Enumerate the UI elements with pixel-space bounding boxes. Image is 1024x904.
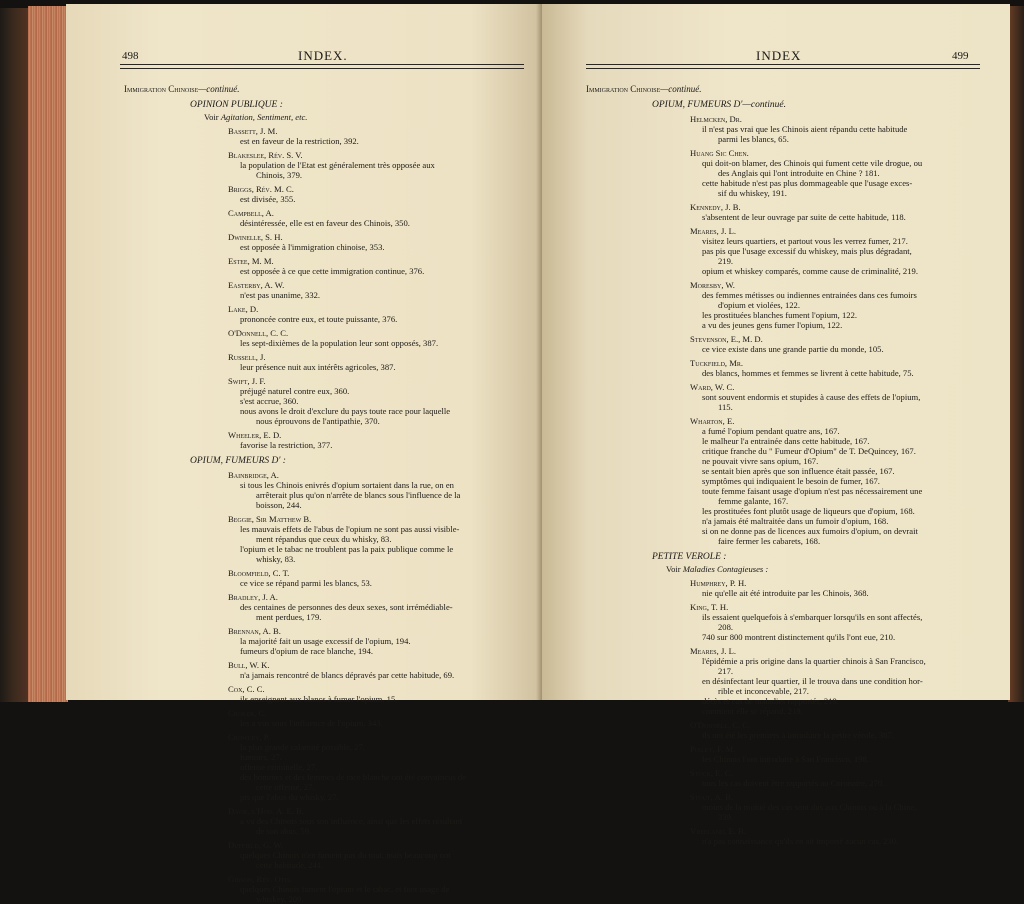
index-entry-continuation: faire fermer les cabarets, 168. <box>718 536 821 546</box>
index-entry-line: a vu des jeunes gens fumer l'opium, 122. <box>702 320 843 330</box>
index-entry-name: Davie, l'Hon. A. E. B. <box>228 806 304 816</box>
index-entry-line: fumeurs d'opium de race blanche, 194. <box>240 646 374 656</box>
index-entry-line: nie qu'elle ait été introduite par les Chinois, 368. <box>702 588 869 598</box>
page-edges <box>28 6 68 702</box>
index-entry-name: O'Donnell, C. C. <box>228 328 289 338</box>
index-entry-name: Wheeler, E. D. <box>228 430 282 440</box>
see-also-label: Voir <box>204 112 219 122</box>
index-entry-line: fumoirs, 27. <box>240 752 282 762</box>
index-entry-line: si on ne donne pas de licences aux fumoirs d'opium, on devrait <box>702 526 918 536</box>
section-heading: Immigration Chinoise—continué. <box>124 84 240 94</box>
index-entry-name: Vreeland, E. B. <box>690 826 746 836</box>
index-entry-line: les Chinois l'ont introduite à San Francisco, 198. <box>702 754 869 764</box>
index-entry-continuation: sif du whiskey, 191. <box>718 188 787 198</box>
index-entry-continuation: nous éprouvons de l'antipathie, 370. <box>256 416 380 426</box>
index-entry-continuation: 219. <box>718 256 734 266</box>
index-entry-line: toute femme faisant usage d'opium n'est pas nécessairement une <box>702 486 923 496</box>
index-entry-line: s'est accrue, 360. <box>240 396 299 406</box>
index-entry-continuation: d'opium et violées, 122. <box>718 300 800 310</box>
index-entry-name: Easterby, A. W. <box>228 280 285 290</box>
index-entry-line: prononcée contre eux, et toute puissante, 376. <box>240 314 398 324</box>
index-entry-name: Meares, J. L. <box>690 226 736 236</box>
index-entry-continuation: 208. <box>718 622 734 632</box>
index-entry-line: est opposée à l'immigration chinoise, 353. <box>240 242 385 252</box>
see-also <box>124 112 534 122</box>
index-entry-line: ils enseignent aux blancs à fumer l'opium, 15. <box>240 694 398 704</box>
index-entry-name: Wharton, E. <box>690 416 735 426</box>
index-entry-line: s'absentent de leur ouvrage par suite de cette habitude, 118. <box>702 212 906 222</box>
index-entry-line: n'a jamais rencontré de blancs dépravés par cette habitude, 69. <box>240 670 455 680</box>
index-column <box>586 84 996 846</box>
index-entry-name: Bloomfield, C. T. <box>228 568 290 578</box>
index-entry-continuation: whisky, 83. <box>256 554 296 564</box>
index-entry-continuation: whiskey, 209. <box>256 894 304 904</box>
index-entry-line: ce vice existe dans une grande partie du monde, 105. <box>702 344 884 354</box>
index-entry-line: est divisée, 355. <box>240 194 296 204</box>
index-subsections <box>124 100 534 904</box>
index-entry-line: favorise la restriction, 377. <box>240 440 333 450</box>
running-head: INDEX. <box>298 48 348 63</box>
index-entry-line: décès et cas de maladies rapportés, 219. <box>702 696 839 706</box>
index-entry-name: Gibson, Rév. Otis. <box>228 874 292 884</box>
index-entry-name: Campbell, A. <box>228 208 274 218</box>
index-entry-continuation: arrêterait plus qu'on n'arrête de blancs sous l'influence de la <box>256 490 461 500</box>
index-entry-name: Duffield, G. W. <box>228 840 283 850</box>
index-entry-line: qui doit-on blamer, des Chinois qui fument cette vile drogue, ou <box>702 158 923 168</box>
index-entry-line: les prostituées font plutôt usage de liqueurs que d'opium, 168. <box>702 506 915 516</box>
index-subsections <box>586 100 996 846</box>
index-entry-line: ils essaient quelquefois à s'embarquer lorsqu'ils en sont affectés, <box>702 612 923 622</box>
index-entry-continuation: cette offense, 27. <box>256 782 315 792</box>
left-page <box>66 4 542 904</box>
see-also-target: Maladies Contagieuses : <box>682 564 769 574</box>
index-entry-line: n'est pas unanime, 332. <box>240 290 321 300</box>
index-entry-line: a vu des Chinois sous son influence, ainsi que les effets résultant <box>240 816 463 826</box>
header-rule <box>120 64 524 69</box>
index-entry-name: O'Donnell, C. C. <box>690 720 751 730</box>
index-entry-line: des hommes et des femmes de race blanche ont été convaincus de <box>240 772 466 782</box>
index-entry-line: cette habitude n'est pas plus dommageable que l'usage exces- <box>702 178 913 188</box>
index-entry-name: Stock, E. C. <box>690 768 733 778</box>
index-entry-name: King, T. H. <box>690 602 729 612</box>
index-entry-name: Dwinelle, S. H. <box>228 232 283 242</box>
index-entry-continuation: ment répandus que ceux du whisky, 83. <box>256 534 392 544</box>
index-entry-line: les mauvais effets de l'abus de l'opium ne sont pas aussi visible- <box>240 524 460 534</box>
subsection-heading: OPINION PUBLIQUE : <box>190 100 283 110</box>
index-entry-line: sont souvent endormis et stupides à cause des effets de l'opium, <box>702 392 921 402</box>
section-heading: Immigration Chinoise—continué. <box>586 84 702 94</box>
index-entry-line: pis que l'abus du whisky, 27. <box>240 792 339 802</box>
index-entry-line: ce vice se répand parmi les blancs, 53. <box>240 578 372 588</box>
index-entry-continuation: de son abus, 59. <box>256 826 312 836</box>
index-entry-name: Briggs, Rév. M. C. <box>228 184 294 194</box>
index-entry-name: Helmcken, Dr. <box>690 114 742 124</box>
index-entry-line: visitez leurs quartiers, et partout vous les verrez fumer, 217. <box>702 236 908 246</box>
index-entry-line: leur présence nuit aux intérêts agricoles, 387. <box>240 362 396 372</box>
subsection-heading: OPIUM, FUMEURS D'—continué. <box>652 100 786 110</box>
index-entry-name: Beggie, Sir Matthew B. <box>228 514 312 524</box>
index-entry-name: Stevenson, E., M. D. <box>690 334 763 344</box>
index-entry-line: se sentait bien après que son influence était passée, 167. <box>702 466 895 476</box>
index-entry-continuation: parmi les blancs, 65. <box>718 134 789 144</box>
see-also-target: Agitation, Sentiment, etc. <box>220 112 308 122</box>
index-entry-line: n'a jamais été maltraitée dans un fumoir d'opium, 168. <box>702 516 889 526</box>
index-entry-name: Kennedy, J. B. <box>690 202 741 212</box>
index-entry-line: si tous les Chinois enivrés d'opium sortaient dans la rue, on en <box>240 480 454 490</box>
header-rule <box>586 64 980 69</box>
subsection-heading: OPIUM, FUMEURS D' : <box>190 456 286 466</box>
index-entry-line: quelques Chinois fument l'opium et le tabac, et font usage de <box>240 884 450 894</box>
index-entry-name: Blakeslee, Rév. S. V. <box>228 150 303 160</box>
index-entry-continuation: cette habitude, 241. <box>256 860 324 870</box>
index-entry-line: des centaines de personnes des deux sexes, sont irrémédiable- <box>240 602 453 612</box>
index-entry-continuation: 339. <box>718 812 734 822</box>
see-also-label: Voir <box>666 564 681 574</box>
index-entry-name: Huang Sic Chen. <box>690 148 749 158</box>
index-entry-line: les sept-dixièmes de la population leur sont opposés, 387. <box>240 338 439 348</box>
index-entry-line: opium et whiskey comparés, comme cause de criminalité, 219. <box>702 266 918 276</box>
index-entry-line: la population de l'Etat est généralement très opposée aux <box>240 160 435 170</box>
index-entry-line: 740 sur 800 montrent distinctement qu'ils l'ont eue, 210. <box>702 632 896 642</box>
index-column <box>124 84 534 904</box>
right-page <box>542 4 1010 846</box>
index-entry-line: a fumé l'opium pendant quatre ans, 167. <box>702 426 840 436</box>
index-entry-line: désintéressée, elle est en faveur des Chinois, 350. <box>240 218 410 228</box>
index-entry-line: comment elle se répand, 219. <box>702 706 803 716</box>
index-entry-line: les prostituées blanches fument l'opium, 122. <box>702 310 858 320</box>
index-entry-continuation: femme galante, 167. <box>718 496 789 506</box>
index-entry-line: il n'est pas vrai que les Chinois aient répandu cette habitude <box>702 124 908 134</box>
index-entry-line: des femmes métisses ou indiennes entrainées dans ces fumoirs <box>702 290 917 300</box>
index-entry-line: en désinfectant leur quartier, il le trouva dans une condition hor- <box>702 676 923 686</box>
see-also <box>586 564 996 574</box>
index-entry-line: l'épidémie a pris origine dans la quartier chinois à San Francisco, <box>702 656 926 666</box>
index-entry-name: Bull, W. K. <box>228 660 270 670</box>
index-entry-continuation: 217. <box>718 666 734 676</box>
index-entry-name: Tuckfield, Mr. <box>690 358 744 368</box>
index-entry-name: Crowley, P. <box>228 732 270 742</box>
index-entry-line: des blancs, hommes et femmes se livrent à cette habitude, 75. <box>702 368 914 378</box>
index-entry-name: Stout, A. B. <box>690 792 733 802</box>
index-entry-line: nous avons le droit d'exclure du pays toute race pour laquelle <box>240 406 451 416</box>
index-entry-line: ils ont été les premiers à introduire la petite vérole, 387. <box>702 730 894 740</box>
index-entry-name: Swift, J. F. <box>228 376 266 386</box>
index-entry-continuation: boisson, 244. <box>256 500 302 510</box>
index-entry-continuation: 115. <box>718 402 733 412</box>
index-entry-name: Bassett, J. M. <box>228 126 278 136</box>
index-entry-name: Estee, M. M. <box>228 256 274 266</box>
index-entry-line: est opposée à ce que cette immigration continue, 376. <box>240 266 425 276</box>
index-entry-line: le malheur l'a entrainée dans cette habitude, 167. <box>702 436 870 446</box>
index-entry-line: tous les cas doivent être rapportés au Coronaire, 270. <box>702 778 885 788</box>
index-entry-name: Humphrey, P. H. <box>690 578 747 588</box>
subsection-heading: PETITE VEROLE : <box>652 552 727 562</box>
index-entry-continuation: rible et inconcevable, 217. <box>718 686 809 696</box>
index-entry-name: Bainbridge, A. <box>228 470 279 480</box>
index-entry-name: Russell, J. <box>228 352 266 362</box>
index-entry-name: Brennan, A. B. <box>228 626 281 636</box>
index-entry-name: Pixley, F. M. <box>690 744 736 754</box>
index-entry-line: pas pis que l'usage excessif du whiskey, mais plus dégradant, <box>702 246 912 256</box>
index-entry-line: préjugé naturel contre eux, 360. <box>240 386 350 396</box>
index-entry-name: Cox, C. C. <box>228 684 265 694</box>
index-entry-line: critique franche du " Fumeur d'Opium" de T. DeQuincey, 167. <box>702 446 916 456</box>
index-entry-line: la plus grande calamité possible, 27. <box>240 742 365 752</box>
index-entry-line: n'a pas connaissance qu'ils en ait importé aucun cas, 230. <box>702 836 899 846</box>
index-entry-line: les a vus sous l'influence de l'opium, 343. <box>240 718 383 728</box>
index-entry-line: moins de la moitié des cas sont dus aux Chinois ou à la Chine, <box>702 802 917 812</box>
page-number: 498 <box>122 50 139 62</box>
index-entry-name: Meares, J. L. <box>690 646 736 656</box>
index-entry-line: offense criminelle, 27. <box>240 762 318 772</box>
book-cover-right <box>1008 6 1024 702</box>
index-entry-name: Bradley, J. A. <box>228 592 278 602</box>
page-number: 499 <box>952 50 969 62</box>
index-entry-name: Croker, C. <box>228 708 267 718</box>
index-entry-continuation: Chinois, 379. <box>256 170 303 180</box>
index-entry-line: symptômes qui indiquaient le besoin de fumer, 167. <box>702 476 880 486</box>
index-entry-continuation: des Anglais qui l'ont introduite en Chine ? 181. <box>718 168 880 178</box>
index-entry-line: l'opium et le tabac ne troublent pas la paix publique comme le <box>240 544 454 554</box>
index-entry-name: Ward, W. C. <box>690 382 735 392</box>
running-head: INDEX <box>756 48 802 63</box>
index-entry-name: Moresby, W. <box>690 280 735 290</box>
index-entry-line: quelques Chinois n'en fument pas du tout, mais beaucoup ont <box>240 850 451 860</box>
index-entry-line: la majorité fait un usage excessif de l'opium, 194. <box>240 636 411 646</box>
index-entry-name: Lake, D. <box>228 304 259 314</box>
index-entry-line: est en faveur de la restriction, 392. <box>240 136 359 146</box>
index-entry-line: ne pouvait vivre sans opium, 167. <box>702 456 819 466</box>
index-entry-continuation: ment perdues, 179. <box>256 612 322 622</box>
